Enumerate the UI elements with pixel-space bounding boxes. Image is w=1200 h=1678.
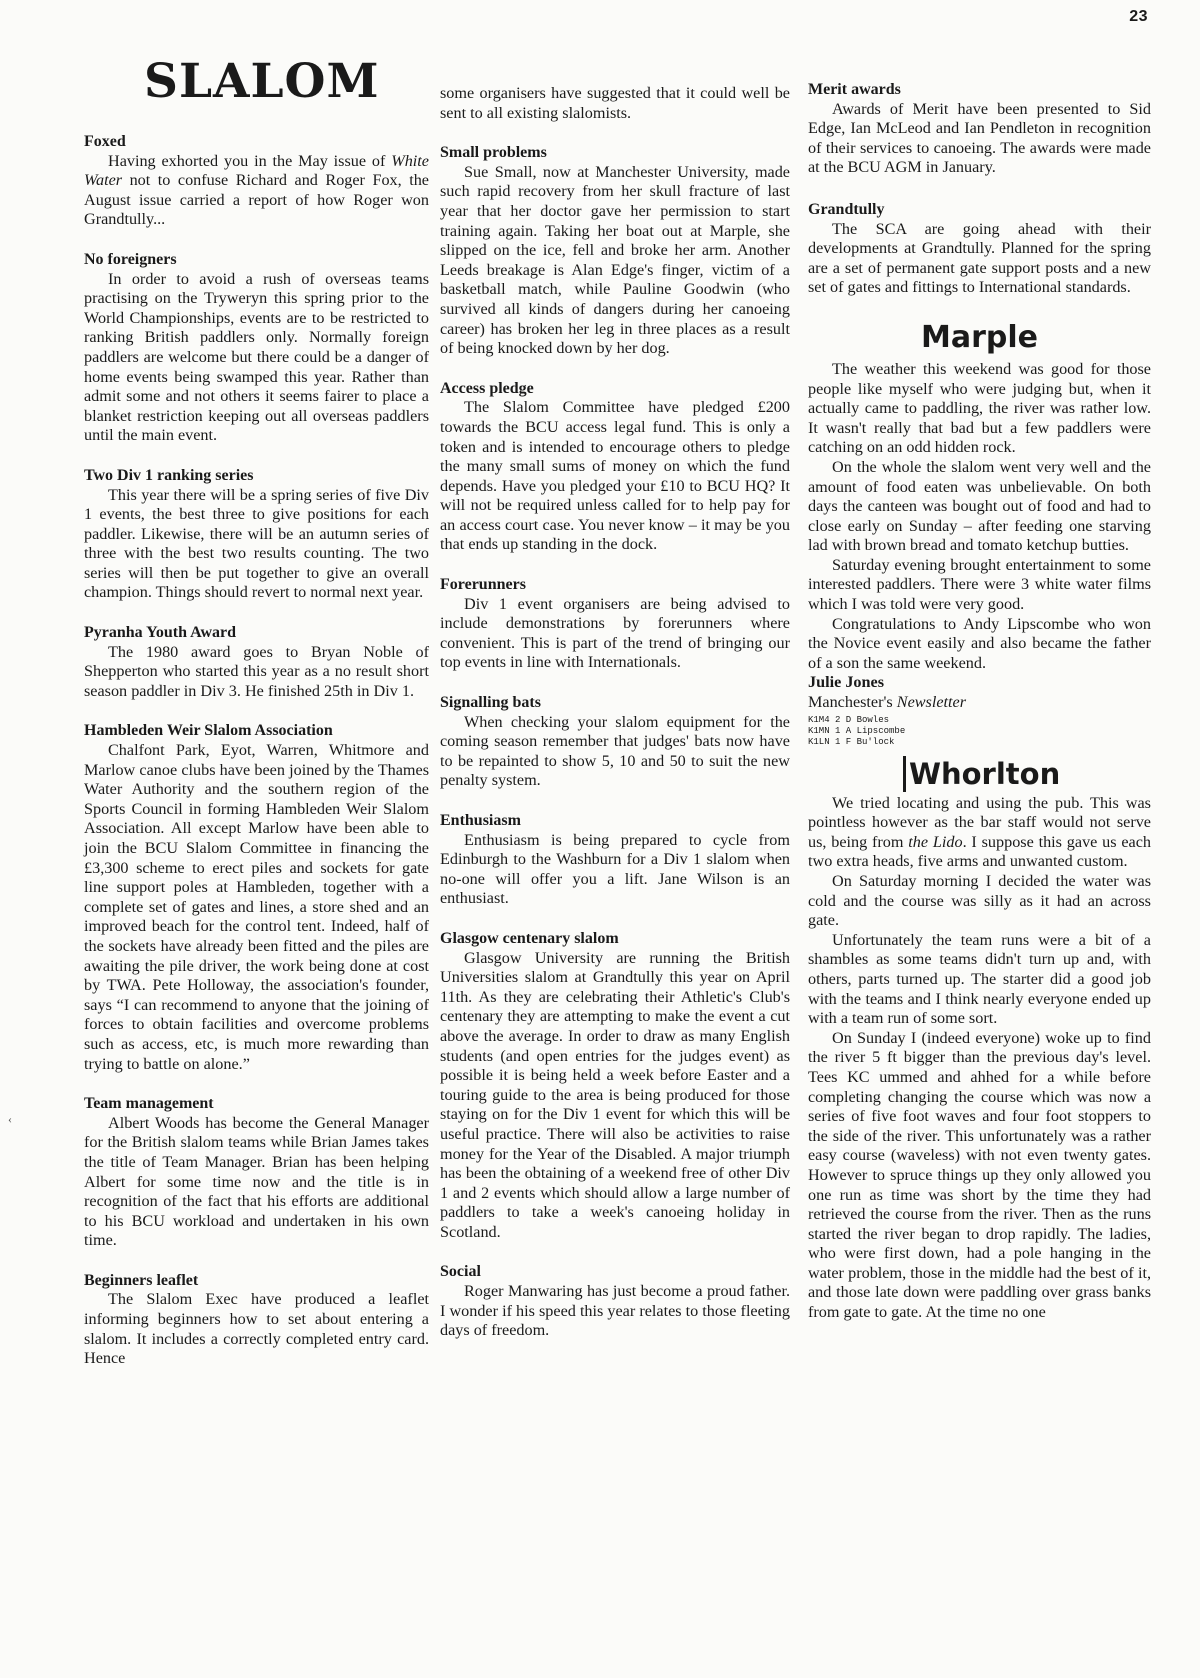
article-section [84, 466, 429, 603]
masthead: SLALOM [144, 54, 380, 109]
column-1 [84, 52, 429, 1389]
section-heading: Two Div 1 ranking series [84, 466, 254, 484]
section-paragraph: Awards of Merit have been presented to Sid Edge, Ian McLeod and Ian Pendleton in recognition of their services to canoeing. The awards were made at the BCU AGM in January. [808, 99, 1151, 177]
section-paragraph: Having exhorted you in the May issue of White Water not to confuse Richard and Roger Fox, the August issue carried a report of how Roger won Grandtully... [84, 151, 429, 229]
article-section [84, 132, 429, 230]
section-heading: Foxed [84, 133, 126, 150]
article-section [440, 575, 790, 673]
section-heading: Merit awards [808, 81, 901, 98]
margin-mark: ‹ [8, 1112, 12, 1126]
article-section [84, 623, 429, 701]
column-2 [440, 84, 790, 1361]
col2-lead-text: some organisers have suggested that it could well be sent to all existing slalomists. [440, 84, 790, 122]
marple-source [808, 693, 1151, 713]
marple-paragraph: Saturday evening brought entertainment to some interested paddlers. There were 3 white water films which I was told were very good. [808, 555, 1151, 614]
section-paragraph: The Slalom Exec have produced a leaflet informing beginners how to set about entering a slalom. It includes a correctly completed entry card. Hence [84, 1290, 429, 1368]
article-section [808, 80, 1151, 178]
whorlton-paragraph: On Saturday morning I decided the water was cold and the course was silly as it had an across gate. [808, 872, 1151, 930]
section-paragraph: Glasgow University are running the British Universities slalom at Grandtully this year on April 11th. As they are celebrating their Athletic's Club's centenary they are attempting to make the event a cut above the average. In order to draw as many English students (and open entries for the judges event) as possible it is being held a week before Easter and a touring guide to the area is being produced for those staying on for the Div 1 event for which this will be useful practice. There will also be activities to raise money for the Year of the Disabled. A major triumph has been the obtaining of a weekend free of other Div 1 and 2 events which should allow a large number of paddlers to take a week's canoeing holiday in Scotland. [440, 948, 790, 1241]
marple-results [808, 715, 1151, 748]
section-heading: Social [440, 1263, 481, 1281]
whorlton-paragraph: We tried locating and using the pub. This was pointless however as the bar staff would not serve us, being from the Lido. I suppose this gave us each two extra heads, five arms and unwanted custom. [808, 793, 1151, 871]
article-section [84, 721, 429, 1074]
section-paragraph: The SCA are going ahead with their developments at Grandtully. Planned for the spring are a set of permanent gate support posts and a new set of gates and fittings to International standards. [808, 219, 1151, 297]
article-section [440, 379, 790, 555]
article-section [84, 1094, 429, 1251]
section-paragraph: Chalfont Park, Eyot, Warren, Whitmore and Marlow canoe clubs have been joined by the Thames Water Authority and the southern region of the Sports Council in forming Hambleden Weir Slalom Association. All except Marlow have been able to join the BCU Slalom Committee in financing the £3,300 scheme to erect piles and sockets for gate line support poles at Hambleden, together with a complete set of gates and lines, a store shed and an improved beach for the control tent. Indeed, half of the sockets have already been fitted and the piles are awaiting the pile driver, the work being done at cost by TWA. Pete Holloway, the association's founder, says “I can recommend to anyone that the joining of forces to obtain facilities and overcome problems such as access, etc, is much more rewarding than trying to battle on alone.” [84, 741, 429, 1073]
marple-paragraph: The weather this weekend was good for those people like myself who were judging but, when it actually came to paddling, the river was rather low. It wasn't really that bad but a few paddlers were catching on an odd hidden rock. [808, 359, 1151, 457]
section-heading: Pyranha Youth Award [84, 624, 237, 642]
article-section [84, 250, 429, 446]
whorlton-paragraph: On Sunday I (indeed everyone) woke up to find the river 5 ft bigger than the previous day's level. Tees KC ummed and ahhed for a while before completing changing the course which was now a series of five foot waves and four foot stoppers to the side of the river. This unfortunately was a rather easy course (waveless) with not even twenty gates. However to spruce things up they only allowed you one run as time was short by the time they had retrieved the course from the river. Then as the runs started the river began to drop rapidly. The ladies, who were first down, had a pole hanging in the water problem, those in the middle had the best of it, and those late down were paddling over grass banks from gate to gate. At the time no one [808, 1028, 1151, 1322]
section-paragraph: Albert Woods has become the General Manager for the British slalom teams while Brian James takes the title of Team Manager. Brian has been helping Albert for some time now and the title is in recognition of the fact that his efforts are additional to his BCU workload and undertaken in his own time. [84, 1113, 429, 1250]
section-heading: Forerunners [440, 576, 526, 594]
section-paragraph: In order to avoid a rush of overseas teams practising on the Tryweryn this spring prior to the World Championships, events are to be restricted to ranking British paddlers only. Normally foreign paddlers are welcome but there could be a danger of home events being swamped this year. Rather than admit some and not others it seems fairer to place a blanket restriction keeping out all overseas paddlers until the main event. [84, 269, 429, 445]
whorlton-report [808, 794, 1151, 1323]
section-heading: Hambleden Weir Slalom Association [84, 722, 333, 740]
section-paragraph: Sue Small, now at Manchester University, made such rapid recovery from her skull fracture of last year that her doctor gave her permission to start training again. Taking her boat out at Marple, she slipped on the ice, fell and broke her arm. Another Leeds breakage is Alan Edge's finger, victim of a basketball match, while Pauline Goodwin (who survived all kinds of dangers during her canoeing career) has broken her leg in three places as a result of being knocked down by her dog. [440, 162, 790, 358]
marple-report [808, 360, 1151, 674]
section-heading: Beginners leaflet [84, 1271, 199, 1289]
col2-lead [440, 84, 790, 123]
section-paragraph: Div 1 event organisers are being advised to include demonstrations by forerunners where convenient. This is part of the trend of bringing our top events in line with Internationals. [440, 594, 790, 672]
section-heading: Enthusiasm [440, 812, 521, 829]
article-section [440, 693, 790, 791]
article-section [84, 1271, 429, 1369]
page-number: 23 [1129, 8, 1148, 25]
result-row: K1LN 1 F Bu'lock [808, 736, 895, 747]
col3-sections [808, 80, 1151, 298]
section-heading: Signalling bats [440, 694, 541, 712]
section-heading: Small problems [440, 144, 547, 162]
result-row: K1MN 1 A Lipscombe [808, 725, 906, 736]
article-section [440, 929, 790, 1243]
whorlton-paragraph: Unfortunately the team runs were a bit of a shambles as some teams didn't turn up and, with others, parts turned up. The starter did a good job with the teams and I think nearly everyone ended up with a team run of some sort. [808, 930, 1151, 1028]
article-section [440, 1262, 790, 1340]
column-3 [808, 80, 1151, 1345]
marple-signoff [808, 673, 1151, 712]
section-paragraph: Enthusiasm is being prepared to cycle from Edinburgh to the Washburn for a Div 1 slalom when no-one will offer you a lift. Jane Wilson is an enthusiast. [440, 830, 790, 908]
marple-paragraph: On the whole the slalom went very well and the amount of food eaten was unbelievable. On both days the canteen was bought out of food and had to close early on Sunday – after feeding one starving lad with brown bread and tomato ketchup butties. [808, 457, 1151, 555]
section-heading: Grandtully [808, 200, 885, 218]
article-section [440, 143, 790, 359]
col2-sections [440, 143, 790, 1341]
section-paragraph: The Slalom Committee have pledged £200 towards the BCU access legal fund. This is only a token and is intended to encourage others to pledge the many small sums of money on which the fund depends. Have you pledged your £10 to BCU HQ? It will not be required unless called for to help pay for an access court case. You never know – it may be you that ends up standing in the dock. [440, 398, 790, 554]
col1-sections [84, 132, 429, 1369]
section-paragraph: The 1980 award goes to Bryan Noble of Shepperton who started this year as a no result short season paddler in Div 3. He finished 25th in Div 1. [84, 642, 429, 700]
marple-source-prefix: Manchester's [808, 693, 897, 712]
marple-source-title: Newsletter [896, 693, 967, 712]
marple-title: Marple [921, 319, 1038, 355]
article-section [440, 811, 790, 909]
section-heading: No foreigners [84, 250, 177, 268]
marple-author: Julie Jones [808, 673, 884, 692]
section-heading: Access pledge [440, 379, 534, 397]
marple-paragraph: Congratulations to Andy Lipscombe who won the Novice event easily and also became the father of a son the same weekend. [808, 614, 1151, 672]
section-paragraph: Roger Manwaring has just become a proud father. I wonder if his speed this year relates to those fleeting days of freedom. [440, 1282, 790, 1340]
section-heading: Team management [84, 1095, 214, 1113]
section-paragraph: When checking your slalom equipment for the coming season remember that judges' bats now have to be repainted to show 5, 10 and 50 to suit the new penalty system. [440, 712, 790, 790]
section-paragraph: This year there will be a spring series of five Div 1 events, the best three to give positions for each paddler. Likewise, there will be an autumn series of three with the best two results counting. The two series will then be put together to give an overall champion. Things should revert to normal next year. [84, 485, 429, 602]
whorlton-title: Whorlton [903, 756, 1151, 792]
section-heading: Glasgow centenary slalom [440, 929, 619, 947]
result-row: K1M4 2 D Bowles [808, 714, 890, 725]
article-section [808, 200, 1151, 298]
